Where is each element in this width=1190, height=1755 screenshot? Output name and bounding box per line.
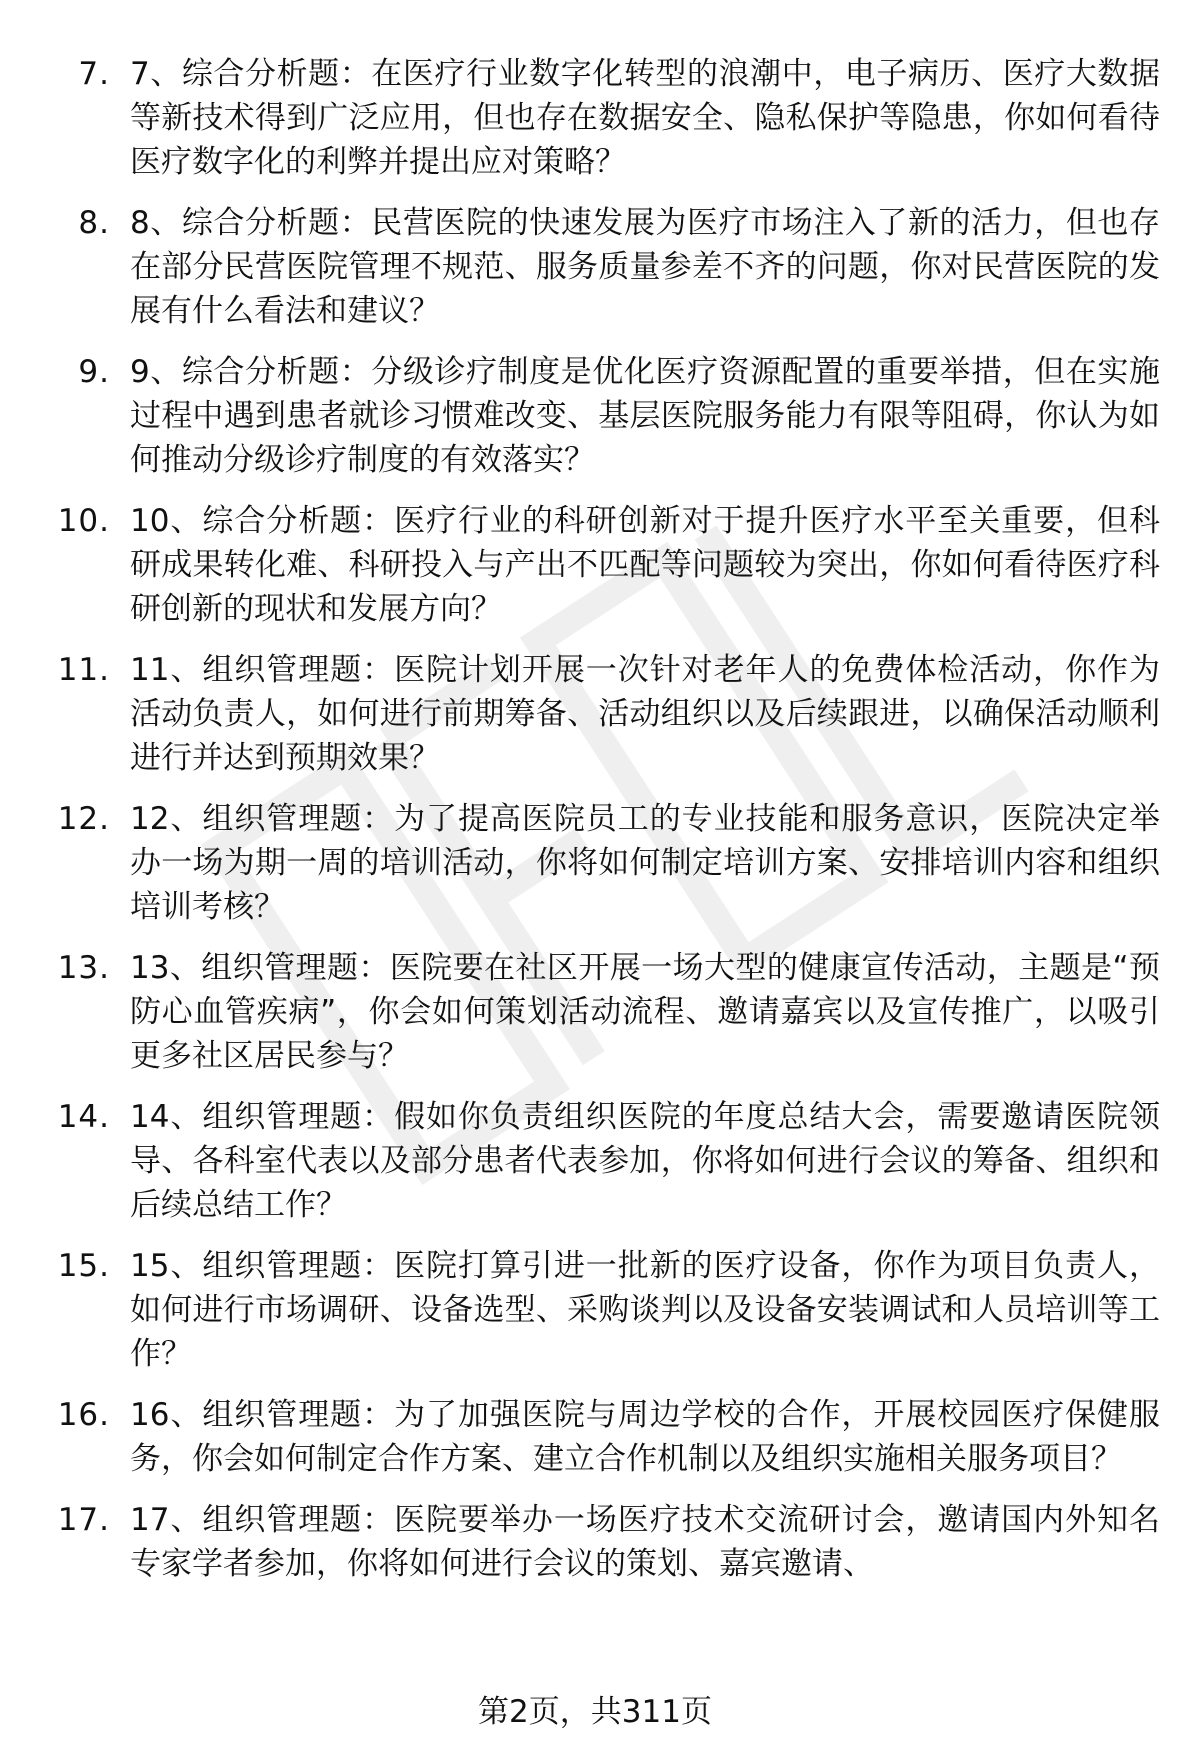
question-number: 13. xyxy=(57,950,110,986)
question-item-8 xyxy=(0,201,1190,333)
question-text: 10、综合分析题：医疗行业的科研创新对于提升医疗水平至关重要，但科研成果转化难、科研投入与产出不匹配等问题较为突出，你如何看待医疗科研创新的现状和发展方向？ xyxy=(130,503,1160,627)
question-text: 15、组织管理题：医院打算引进一批新的医疗设备，你作为项目负责人，如何进行市场调研、设备选型、采购谈判以及设备安装调试和人员培训等工作？ xyxy=(130,1248,1160,1372)
question-number: 17. xyxy=(57,1502,110,1538)
question-text: 8、综合分析题：民营医院的快速发展为医疗市场注入了新的活力，但也存在部分民营医院管理不规范、服务质量参差不齐的问题，你对民营医院的发展有什么看法和建议？ xyxy=(130,205,1160,329)
question-number: 11. xyxy=(57,652,110,688)
question-text: 13、组织管理题：医院要在社区开展一场大型的健康宣传活动，主题是“预防心血管疾病”，你会如何策划活动流程、邀请嘉宾以及宣传推广，以吸引更多社区居民参与？ xyxy=(130,950,1160,1074)
question-item-10 xyxy=(0,499,1190,631)
question-number: 10. xyxy=(57,503,110,539)
question-item-14 xyxy=(0,1095,1190,1227)
question-text: 17、组织管理题：医院要举办一场医疗技术交流研讨会，邀请国内外知名专家学者参加，你将如何进行会议的策划、嘉宾邀请、 xyxy=(130,1502,1160,1582)
question-item-7 xyxy=(0,52,1190,184)
question-number: 16. xyxy=(57,1397,110,1433)
question-item-15 xyxy=(0,1244,1190,1376)
question-number: 14. xyxy=(57,1099,110,1135)
question-item-16 xyxy=(0,1393,1190,1481)
question-list xyxy=(0,52,1190,1603)
question-text: 9、综合分析题：分级诊疗制度是优化医疗资源配置的重要举措，但在实施过程中遇到患者就诊习惯难改变、基层医院服务能力有限等阻碍，你认为如何推动分级诊疗制度的有效落实？ xyxy=(130,354,1160,478)
page-footer: 第2页，共311页 xyxy=(478,1694,712,1730)
question-item-17 xyxy=(0,1498,1190,1586)
question-number: 9. xyxy=(78,354,110,390)
question-number: 7. xyxy=(78,56,110,92)
question-text: 7、综合分析题：在医疗行业数字化转型的浪潮中，电子病历、医疗大数据等新技术得到广泛应用，但也存在数据安全、隐私保护等隐患，你如何看待医疗数字化的利弊并提出应对策略？ xyxy=(130,56,1160,180)
question-number: 8. xyxy=(78,205,110,241)
question-number: 15. xyxy=(57,1248,110,1284)
question-text: 14、组织管理题：假如你负责组织医院的年度总结大会，需要邀请医院领导、各科室代表以及部分患者代表参加，你将如何进行会议的筹备、组织和后续总结工作？ xyxy=(130,1099,1160,1223)
question-item-11 xyxy=(0,648,1190,780)
question-text: 16、组织管理题：为了加强医院与周边学校的合作，开展校园医疗保健服务，你会如何制定合作方案、建立合作机制以及组织实施相关服务项目？ xyxy=(130,1397,1160,1477)
question-item-9 xyxy=(0,350,1190,482)
question-item-13 xyxy=(0,946,1190,1078)
question-text: 12、组织管理题：为了提高医院员工的专业技能和服务意识，医院决定举办一场为期一周的培训活动，你将如何制定培训方案、安排培训内容和组织培训考核？ xyxy=(130,801,1160,925)
question-number: 12. xyxy=(57,801,110,837)
question-item-12 xyxy=(0,797,1190,929)
question-text: 11、组织管理题：医院计划开展一次针对老年人的免费体检活动，你作为活动负责人，如何进行前期筹备、活动组织以及后续跟进，以确保活动顺利进行并达到预期效果？ xyxy=(130,652,1160,776)
